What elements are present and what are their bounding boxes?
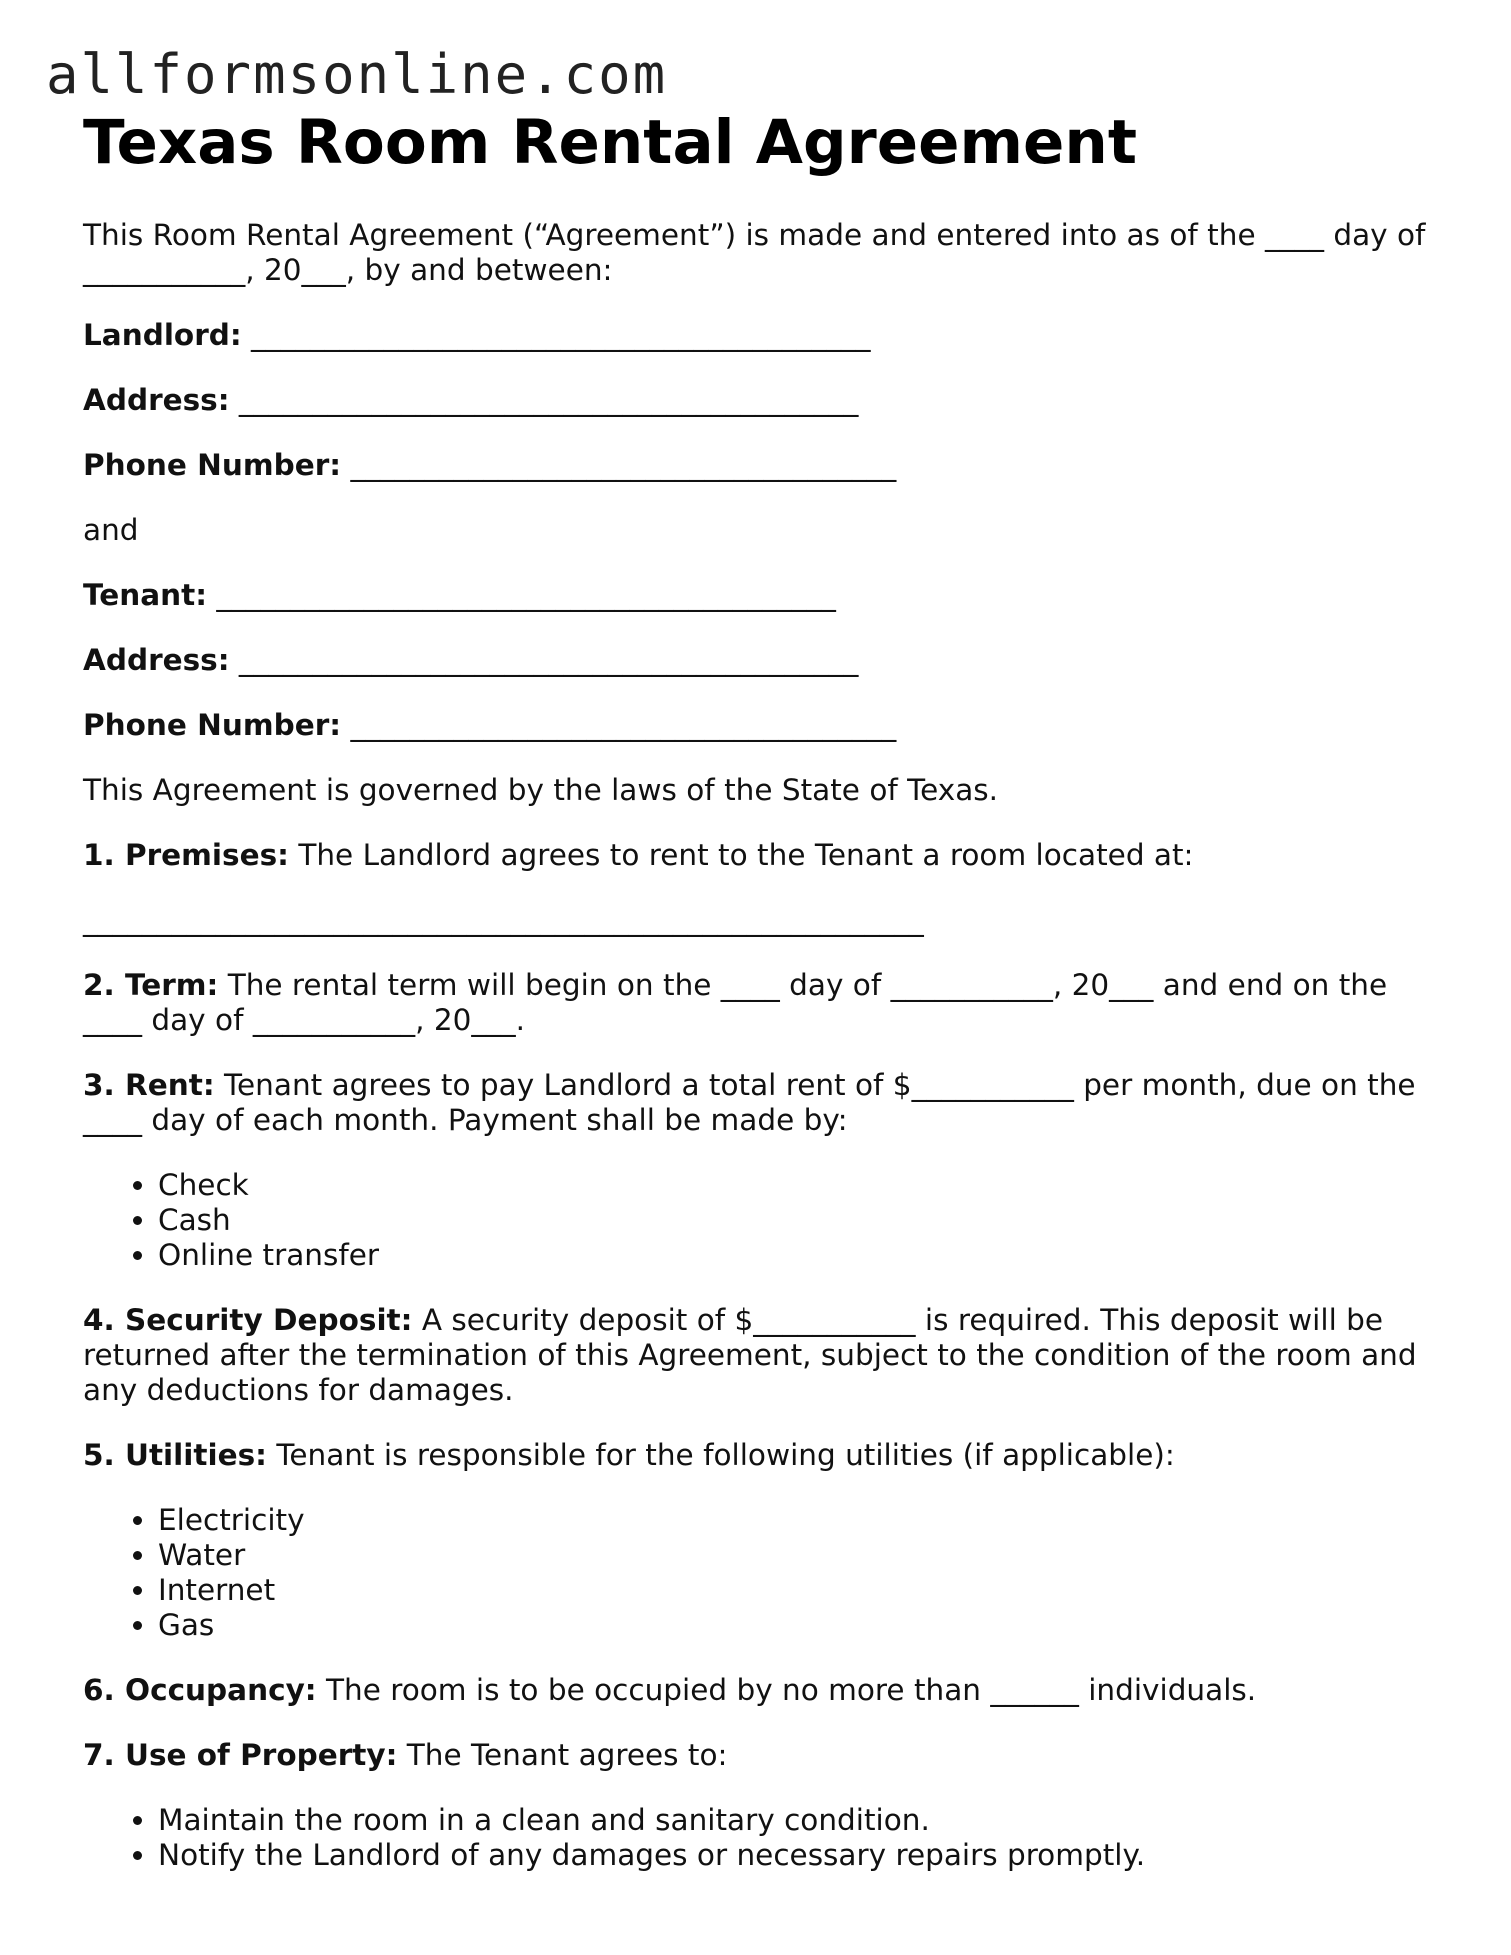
list-item: • Electricity <box>158 1503 1443 1538</box>
tenant-name-blank: __________________________________________ <box>207 578 836 612</box>
list-item: • Notify the Landlord of any damages or necessary repairs promptly. <box>158 1838 1443 1873</box>
governing-law: This Agreement is governed by the laws of the State of Texas. <box>83 773 999 807</box>
list-item: • Internet <box>158 1573 1443 1608</box>
tenant-phone-blank: _____________________________________ <box>341 708 897 742</box>
premises-address-blank: _________________________________________________________ <box>83 903 924 937</box>
landlord-phone-label: Phone Number: <box>83 448 342 482</box>
occupancy-text: The room is to be occupied by no more than ______ individuals. <box>316 1673 1257 1707</box>
section-use-of-property <box>83 1738 1443 1773</box>
landlord-address-blank: __________________________________________ <box>229 383 859 417</box>
section-security-deposit <box>83 1303 1443 1408</box>
section-term <box>83 968 1443 1038</box>
landlord-phone-field <box>83 448 1443 483</box>
tenant-name-field <box>83 578 1443 613</box>
list-item: • Cash <box>158 1203 1443 1238</box>
landlord-address-field <box>83 383 1443 418</box>
list-item: • Gas <box>158 1608 1443 1643</box>
tenant-name-label: Tenant: <box>83 578 208 612</box>
list-item: • Online transfer <box>158 1238 1443 1273</box>
use-label: 7. Use of Property: <box>83 1738 398 1772</box>
landlord-phone-blank: _____________________________________ <box>341 448 897 482</box>
landlord-name-label: Landlord: <box>83 318 242 352</box>
tenant-phone-label: Phone Number: <box>83 708 342 742</box>
watermark: allformsonline.com <box>46 43 668 106</box>
document-body <box>83 104 1443 1873</box>
landlord-address-label: Address: <box>83 383 230 417</box>
and-text: and <box>83 513 139 547</box>
tenant-phone-field <box>83 708 1443 743</box>
payment-methods-list <box>83 1168 1443 1273</box>
utilities-list <box>83 1503 1443 1643</box>
term-label: 2. Term: <box>83 968 219 1002</box>
tenant-address-label: Address: <box>83 643 230 677</box>
rent-label: 3. Rent: <box>83 1068 215 1102</box>
tenant-obligations-list <box>83 1803 1443 1873</box>
section-premises <box>83 838 1443 873</box>
section-rent <box>83 1068 1443 1138</box>
landlord-name-blank: __________________________________________ <box>241 318 871 352</box>
term-text: The rental term will begin on the ____ day of ___________, 20___ and end on the ____ day of ___________, 20___. <box>83 968 1388 1037</box>
premises-label: 1. Premises: <box>83 838 289 872</box>
utilities-label: 5. Utilities: <box>83 1438 267 1472</box>
section-occupancy <box>83 1673 1443 1708</box>
use-text: The Tenant agrees to: <box>397 1738 728 1772</box>
landlord-name-field <box>83 318 1443 353</box>
tenant-address-blank: __________________________________________ <box>229 643 859 677</box>
occupancy-label: 6. Occupancy: <box>83 1673 317 1707</box>
utilities-text: Tenant is responsible for the following utilities (if applicable): <box>266 1438 1175 1472</box>
premises-text: The Landlord agrees to rent to the Tenant a room located at: <box>288 838 1194 872</box>
list-item: • Water <box>158 1538 1443 1573</box>
deposit-text: A security deposit of $___________ is required. This deposit will be returned after the termination of this Agreement, subject to the condition of the room and any deductions for damages. <box>83 1303 1417 1407</box>
tenant-address-field <box>83 643 1443 678</box>
intro-paragraph: This Room Rental Agreement (“Agreement”) is made and entered into as of the ____ day of ___________, 20___, by and between: <box>83 218 1426 287</box>
list-item: • Maintain the room in a clean and sanitary condition. <box>158 1803 1443 1838</box>
list-item: • Check <box>158 1168 1443 1203</box>
deposit-label: 4. Security Deposit: <box>83 1303 413 1337</box>
rent-text: Tenant agrees to pay Landlord a total rent of $___________ per month, due on the ____ day of each month. Payment shall be made by: <box>83 1068 1416 1137</box>
section-utilities <box>83 1438 1443 1473</box>
page-title: Texas Room Rental Agreement <box>83 107 1137 178</box>
